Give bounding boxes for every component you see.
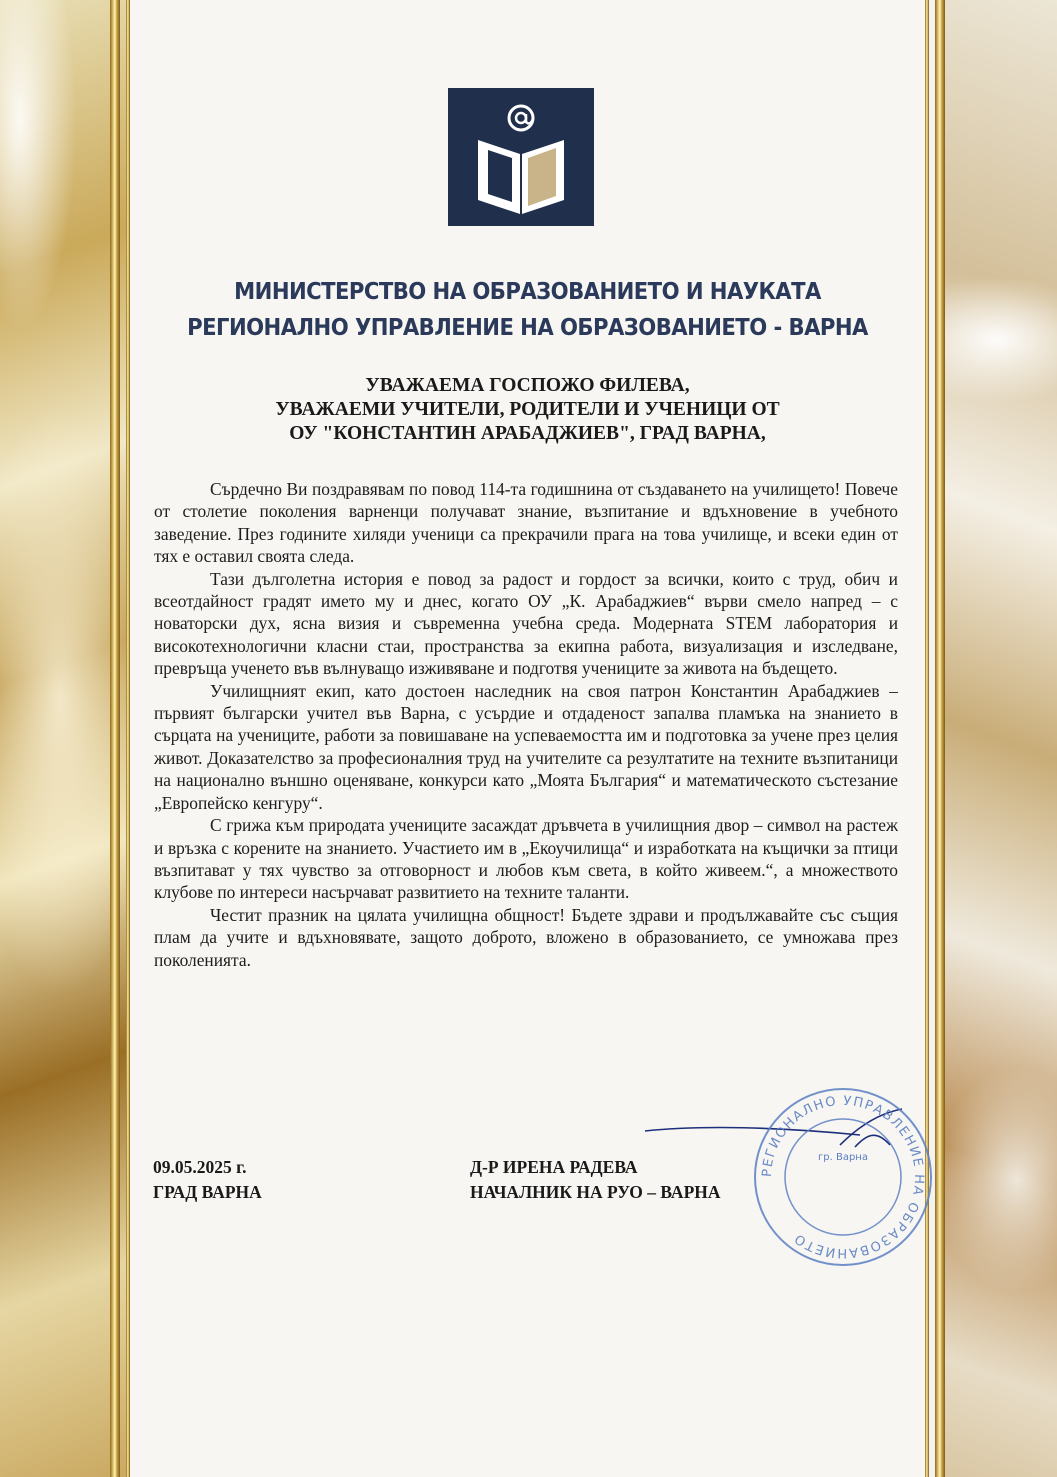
stamp-ring-text: РЕГИОНАЛНО УПРАВЛЕНИЕ НА ОБРАЗОВАНИЕТО xyxy=(759,1093,927,1261)
salutation-line: УВАЖАЕМА ГОСПОЖО ФИЛЕВА, xyxy=(365,375,690,396)
gold-border-left xyxy=(110,0,120,1477)
gold-border-left-thin xyxy=(126,0,130,1477)
date-place-block xyxy=(153,1155,262,1205)
paragraph: Тази дълголетна история е повод за радост и гордост за всички, които с труд, обич и всеотдайност градят името му и днес, когато ОУ „К. Арабаджиев“ върви смело напред – с новаторски дух, ясна визия и съвременна учебна среда. Модерната STEM лаборатория и високотехнологични класни стаи, пространства за екипна работа, визуализация и изследване, превръща ученето във вълнуващо изживяване и подготвя учениците за живота на бъдещето. xyxy=(154,568,898,679)
stamp-center-text: гр. Варна xyxy=(818,1152,868,1163)
paragraph: Училищният екип, като достоен наследник на своя патрон Константин Арабаджиев – първият български учител във Варна, с усърдие и отдаденост запалва пламъка на знанието в сърцата на учениците, работи за повишаване на успеваемостта им и подготовка за учене през целия живот. Доказателство за професионалния труд на учителите са резултатите на техните възпитаници на национално външно оценяване, конкурси като „Моята България“ и математическото състезание „Европейско кенгуру“. xyxy=(154,680,898,813)
book-at-icon xyxy=(448,88,594,226)
letter-city: ГРАД ВАРНА xyxy=(153,1182,262,1202)
ministry-title: МИНИСТЕРСТВО НА ОБРАЗОВАНИЕТО И НАУКАТА xyxy=(234,279,821,305)
letter-date: 09.05.2025 г. xyxy=(153,1157,247,1177)
decorative-right-panel xyxy=(937,0,1057,1477)
official-stamp xyxy=(748,1082,938,1272)
paragraph: Честит празник на цялата училищна общност! Бъдете здрави и продължавайте със същия плам да учите и вдъхновявате, защото доброто, вложено в образованието, се умножава през поколенията. xyxy=(154,904,898,970)
salutation-line: ОУ "КОНСТАНТИН АРАБАДЖИЕВ", ГРАД ВАРНА, xyxy=(289,423,766,444)
salutation-line: УВАЖАЕМИ УЧИТЕЛИ, РОДИТЕЛИ И УЧЕНИЦИ ОТ xyxy=(275,399,780,420)
letter-body xyxy=(154,478,898,971)
paragraph: Сърдечно Ви поздравявам по повод 114-та годишнина от създаването на училището! Повече от столетие поколения варненци получават знание, възпитание и вдъхновение в учебното заведение. През годините хиляди ученици са прекрачили прага на това училище, и всеки един от тях е оставил своята следа. xyxy=(154,479,898,567)
paragraph: С грижа към природата учениците засаждат дръвчета в училищния двор – символ на растеж и връзка с корените на знанието. Участието им в „Екоучилища“ и изработката на къщички за птици възпитават у тях чувство за отговорност и любов към света, в който живеем.“, а множеството клубове по интереси насърчават развитието на техните таланти. xyxy=(154,815,898,903)
regional-office-title: РЕГИОНАЛНО УПРАВЛЕНИЕ НА ОБРАЗОВАНИЕТО - ВАРНА xyxy=(187,315,868,341)
signer-name: Д-Р ИРЕНА РАДЕВА xyxy=(470,1157,638,1177)
signer-title: НАЧАЛНИК НА РУО – ВАРНА xyxy=(470,1182,721,1202)
signer-block xyxy=(470,1155,721,1205)
salutation xyxy=(130,374,925,446)
